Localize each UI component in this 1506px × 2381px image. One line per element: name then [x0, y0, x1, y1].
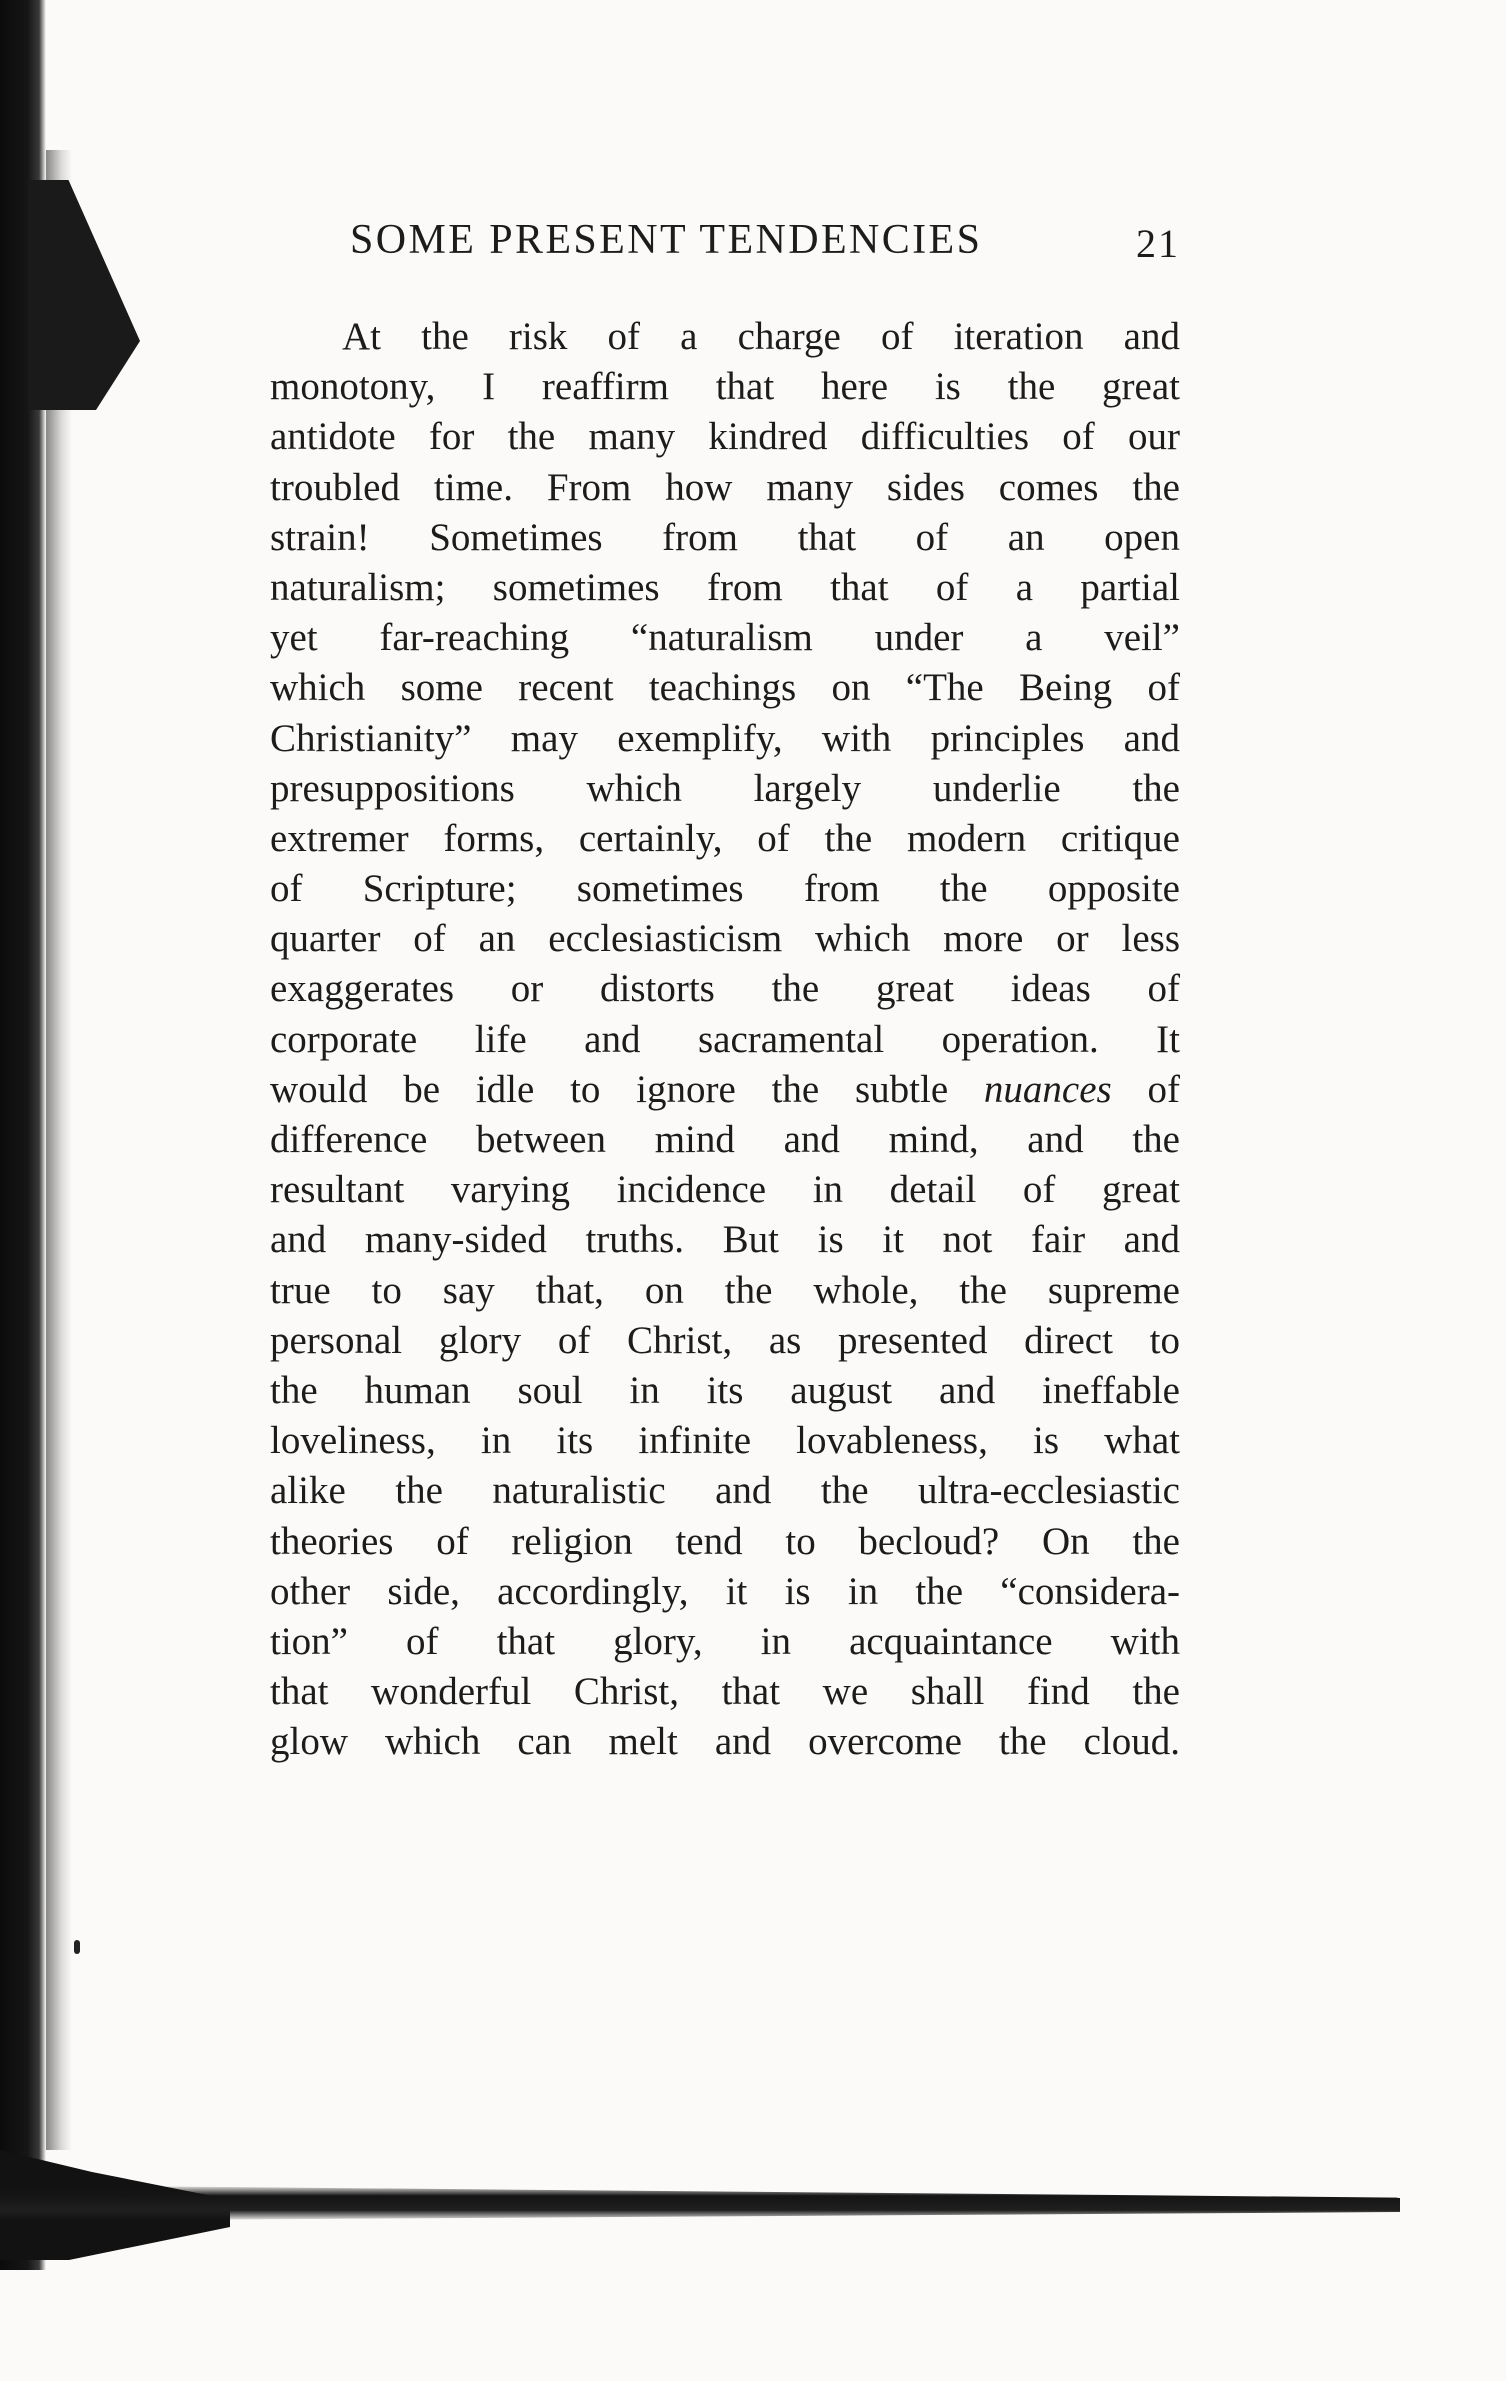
text-line: naturalism; sometimes from that of a partial: [270, 565, 1180, 609]
text-line: resultant varying incidence in detail of great: [270, 1168, 1180, 1212]
text-line: antidote for the many kindred difficulties of our: [270, 415, 1180, 459]
text-line: which some recent teachings on “The Being of: [270, 666, 1180, 710]
text-line: difference between mind and mind, and the: [270, 1118, 1180, 1161]
text-line: At the risk of a charge of iteration and: [342, 315, 1180, 358]
text-line: alike the naturalistic and the ultra-ecclesiastic: [270, 1469, 1180, 1513]
text-line: theories of religion tend to becloud? On the: [270, 1519, 1180, 1563]
text-line: the human soul in its august and ineffable: [270, 1368, 1180, 1412]
text-line: that wonderful Christ, that we shall find the: [270, 1670, 1180, 1714]
text-line: extremer forms, certainly, of the modern critique: [270, 816, 1180, 860]
text-run: would be idle to ignore the subtle: [270, 1067, 949, 1111]
text-line: other side, accordingly, it is in the “considera-: [270, 1569, 1180, 1613]
text-line: exaggerates or distorts the great ideas of: [270, 967, 1180, 1011]
text-line: of Scripture; sometimes from the opposite: [270, 867, 1180, 911]
scan-edge-notch: [30, 180, 140, 410]
text-line: presuppositions which largely underlie the: [270, 766, 1180, 810]
text-run: of: [1147, 1067, 1180, 1111]
scan-edge-shadow: [46, 150, 72, 2150]
text-line: troubled time. From how many sides comes the: [270, 465, 1180, 509]
running-head-title: SOME PRESENT TENDENCIES: [350, 217, 983, 263]
italic-word: nuances: [983, 1067, 1112, 1111]
body-paragraph: [270, 312, 1180, 1767]
running-head: [350, 216, 1180, 276]
text-line: tion” of that glory, in acquaintance with: [270, 1619, 1180, 1663]
text-line: monotony, I reaffirm that here is the great: [270, 365, 1180, 409]
text-line: quarter of an ecclesiasticism which more or less: [270, 917, 1180, 961]
text-line: loveliness, in its infinite lovableness, is what: [270, 1419, 1180, 1463]
text-line: true to say that, on the whole, the supreme: [270, 1268, 1180, 1312]
text-line-with-italic: [270, 1065, 1180, 1115]
text-line: personal glory of Christ, as presented direct to: [270, 1318, 1180, 1362]
scan-speck: [74, 1940, 80, 1954]
text-line: corporate life and sacramental operation. It: [270, 1017, 1180, 1061]
scan-edge-bottom: [0, 2185, 1400, 2221]
text-line: strain! Sometimes from that of an open: [270, 515, 1180, 559]
text-line: glow which can melt and overcome the cloud.: [270, 1720, 1180, 1764]
text-line: Christianity” may exemplify, with principles and: [270, 716, 1180, 760]
text-line: yet far-reaching “naturalism under a veil”: [270, 616, 1180, 660]
page-number: 21: [1136, 221, 1180, 266]
text-line: and many-sided truths. But is it not fair and: [270, 1218, 1180, 1262]
